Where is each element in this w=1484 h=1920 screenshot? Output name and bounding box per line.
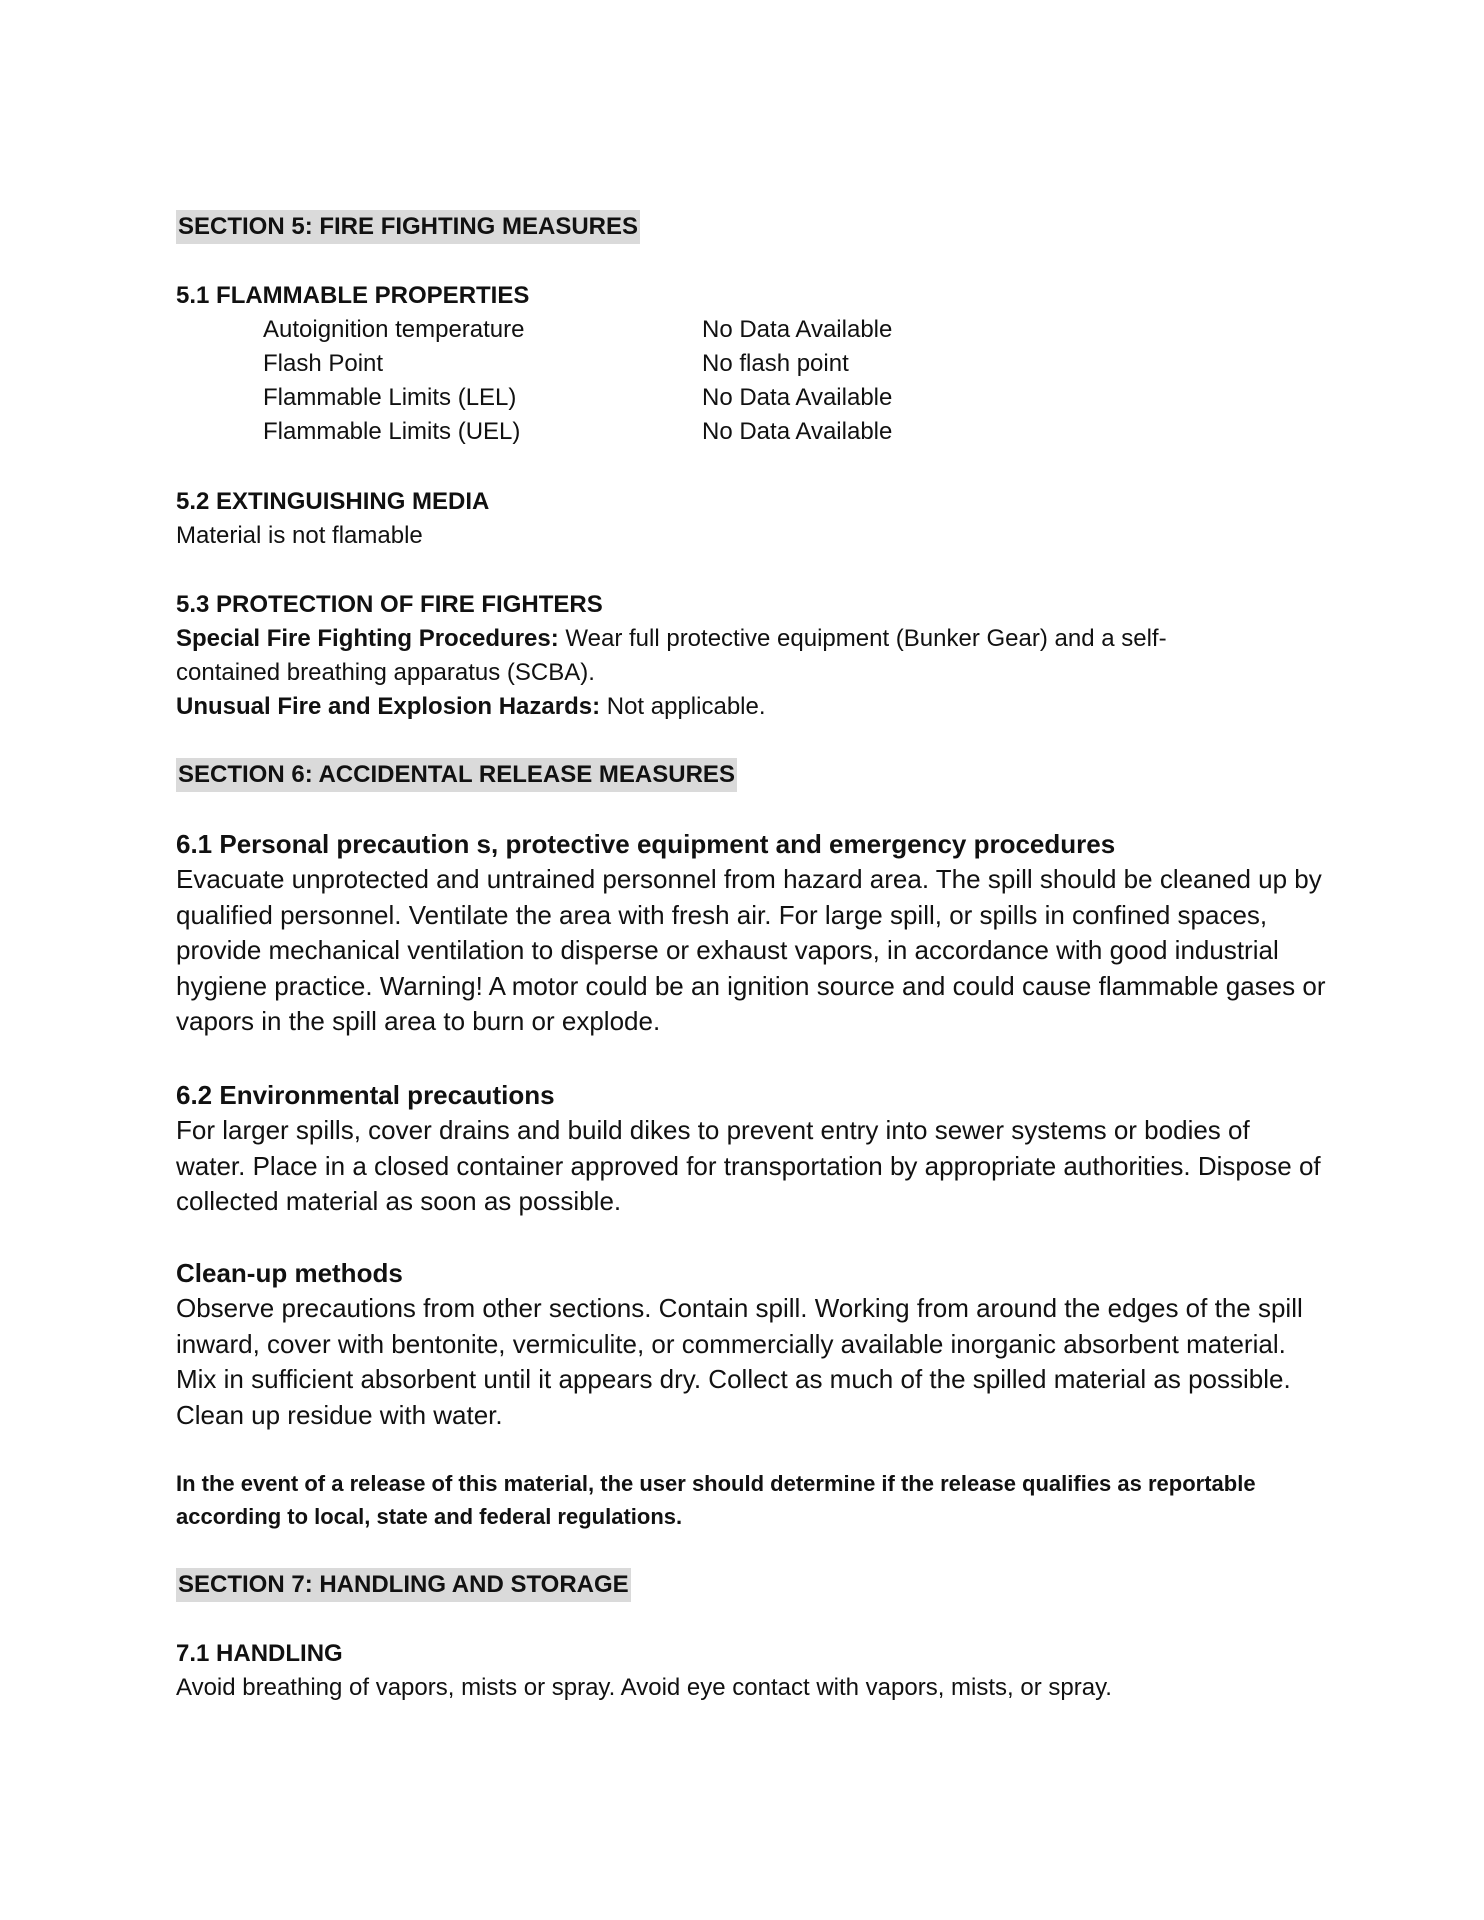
property-value: No Data Available [702,384,893,411]
section-5-heading: SECTION 5: FIRE FIGHTING MEASURES [176,210,640,244]
special-procedures-paragraph [176,622,1236,690]
section-6-heading: SECTION 6: ACCIDENTAL RELEASE MEASURES [176,758,737,792]
subsection-7-1-heading: 7.1 HANDLING [176,1640,343,1667]
section-7-heading: SECTION 7: HANDLING AND STORAGE [176,1568,631,1602]
subsection-6-1-heading: 6.1 Personal precaution s, protective equipment and emergency procedures [176,829,1116,859]
unusual-hazards-text: Not applicable. [600,693,766,720]
property-label: Flammable Limits (UEL) [263,418,521,445]
property-label: Flash Point [263,350,384,377]
property-label: Autoignition temperature [263,316,525,343]
special-procedures-text: Wear full protective equipment (Bunker Gear) and a self-contained breathing apparatus (SCBA). [176,625,1167,686]
environmental-precautions-text: For larger spills, cover drains and build dikes to prevent entry into sewer systems or bodies of water. Place in a closed container approved for transportation by appropriate authorities. Dispose of collected material as soon as possible. [176,1115,1321,1216]
unusual-hazards-paragraph [176,690,1236,724]
property-value: No Data Available [702,316,893,343]
personal-precautions-text: Evacuate unprotected and untrained personnel from hazard area. The spill should be cleaned up by qualified personnel. Ventilate the area with fresh air. For large spill, or spills in confined spaces, provide mechanical ventilation to disperse or exhaust vapors, in accordance with good industrial hygiene practice. Warning! A motor could be an ignition source and could cause flammable gases or vapors in the spill area to burn or explode. [176,864,1326,1036]
cleanup-methods-heading: Clean-up methods [176,1258,403,1288]
special-procedures-label: Special Fire Fighting Procedures: [176,625,559,652]
property-label: Flammable Limits (LEL) [263,384,517,411]
subsection-6-2-heading: 6.2 Environmental precautions [176,1080,555,1110]
handling-text: Avoid breathing of vapors, mists or spray. Avoid eye contact with vapors, mists, or spray. [176,1674,1112,1701]
extinguishing-media-text: Material is not flamable [176,522,423,549]
cleanup-methods-text: Observe precautions from other sections. Contain spill. Working from around the edges of the spill inward, cover with bentonite, vermiculite, or commercially available inorganic absorbent material. Mix in sufficient absorbent until it appears dry. Collect as much of the spilled material as possible. Clean up residue with water. [176,1293,1303,1430]
unusual-hazards-label: Unusual Fire and Explosion Hazards: [176,693,601,720]
property-value: No flash point [702,350,849,377]
property-value: No Data Available [702,418,893,445]
subsection-5-3-heading: 5.3 PROTECTION OF FIRE FIGHTERS [176,591,603,618]
subsection-5-1-heading: 5.1 FLAMMABLE PROPERTIES [176,282,530,309]
release-reporting-note: In the event of a release of this material, the user should determine if the release qualifies as reportable according to local, state and federal regulations. [176,1471,1256,1529]
subsection-5-2-heading: 5.2 EXTINGUISHING MEDIA [176,488,490,515]
